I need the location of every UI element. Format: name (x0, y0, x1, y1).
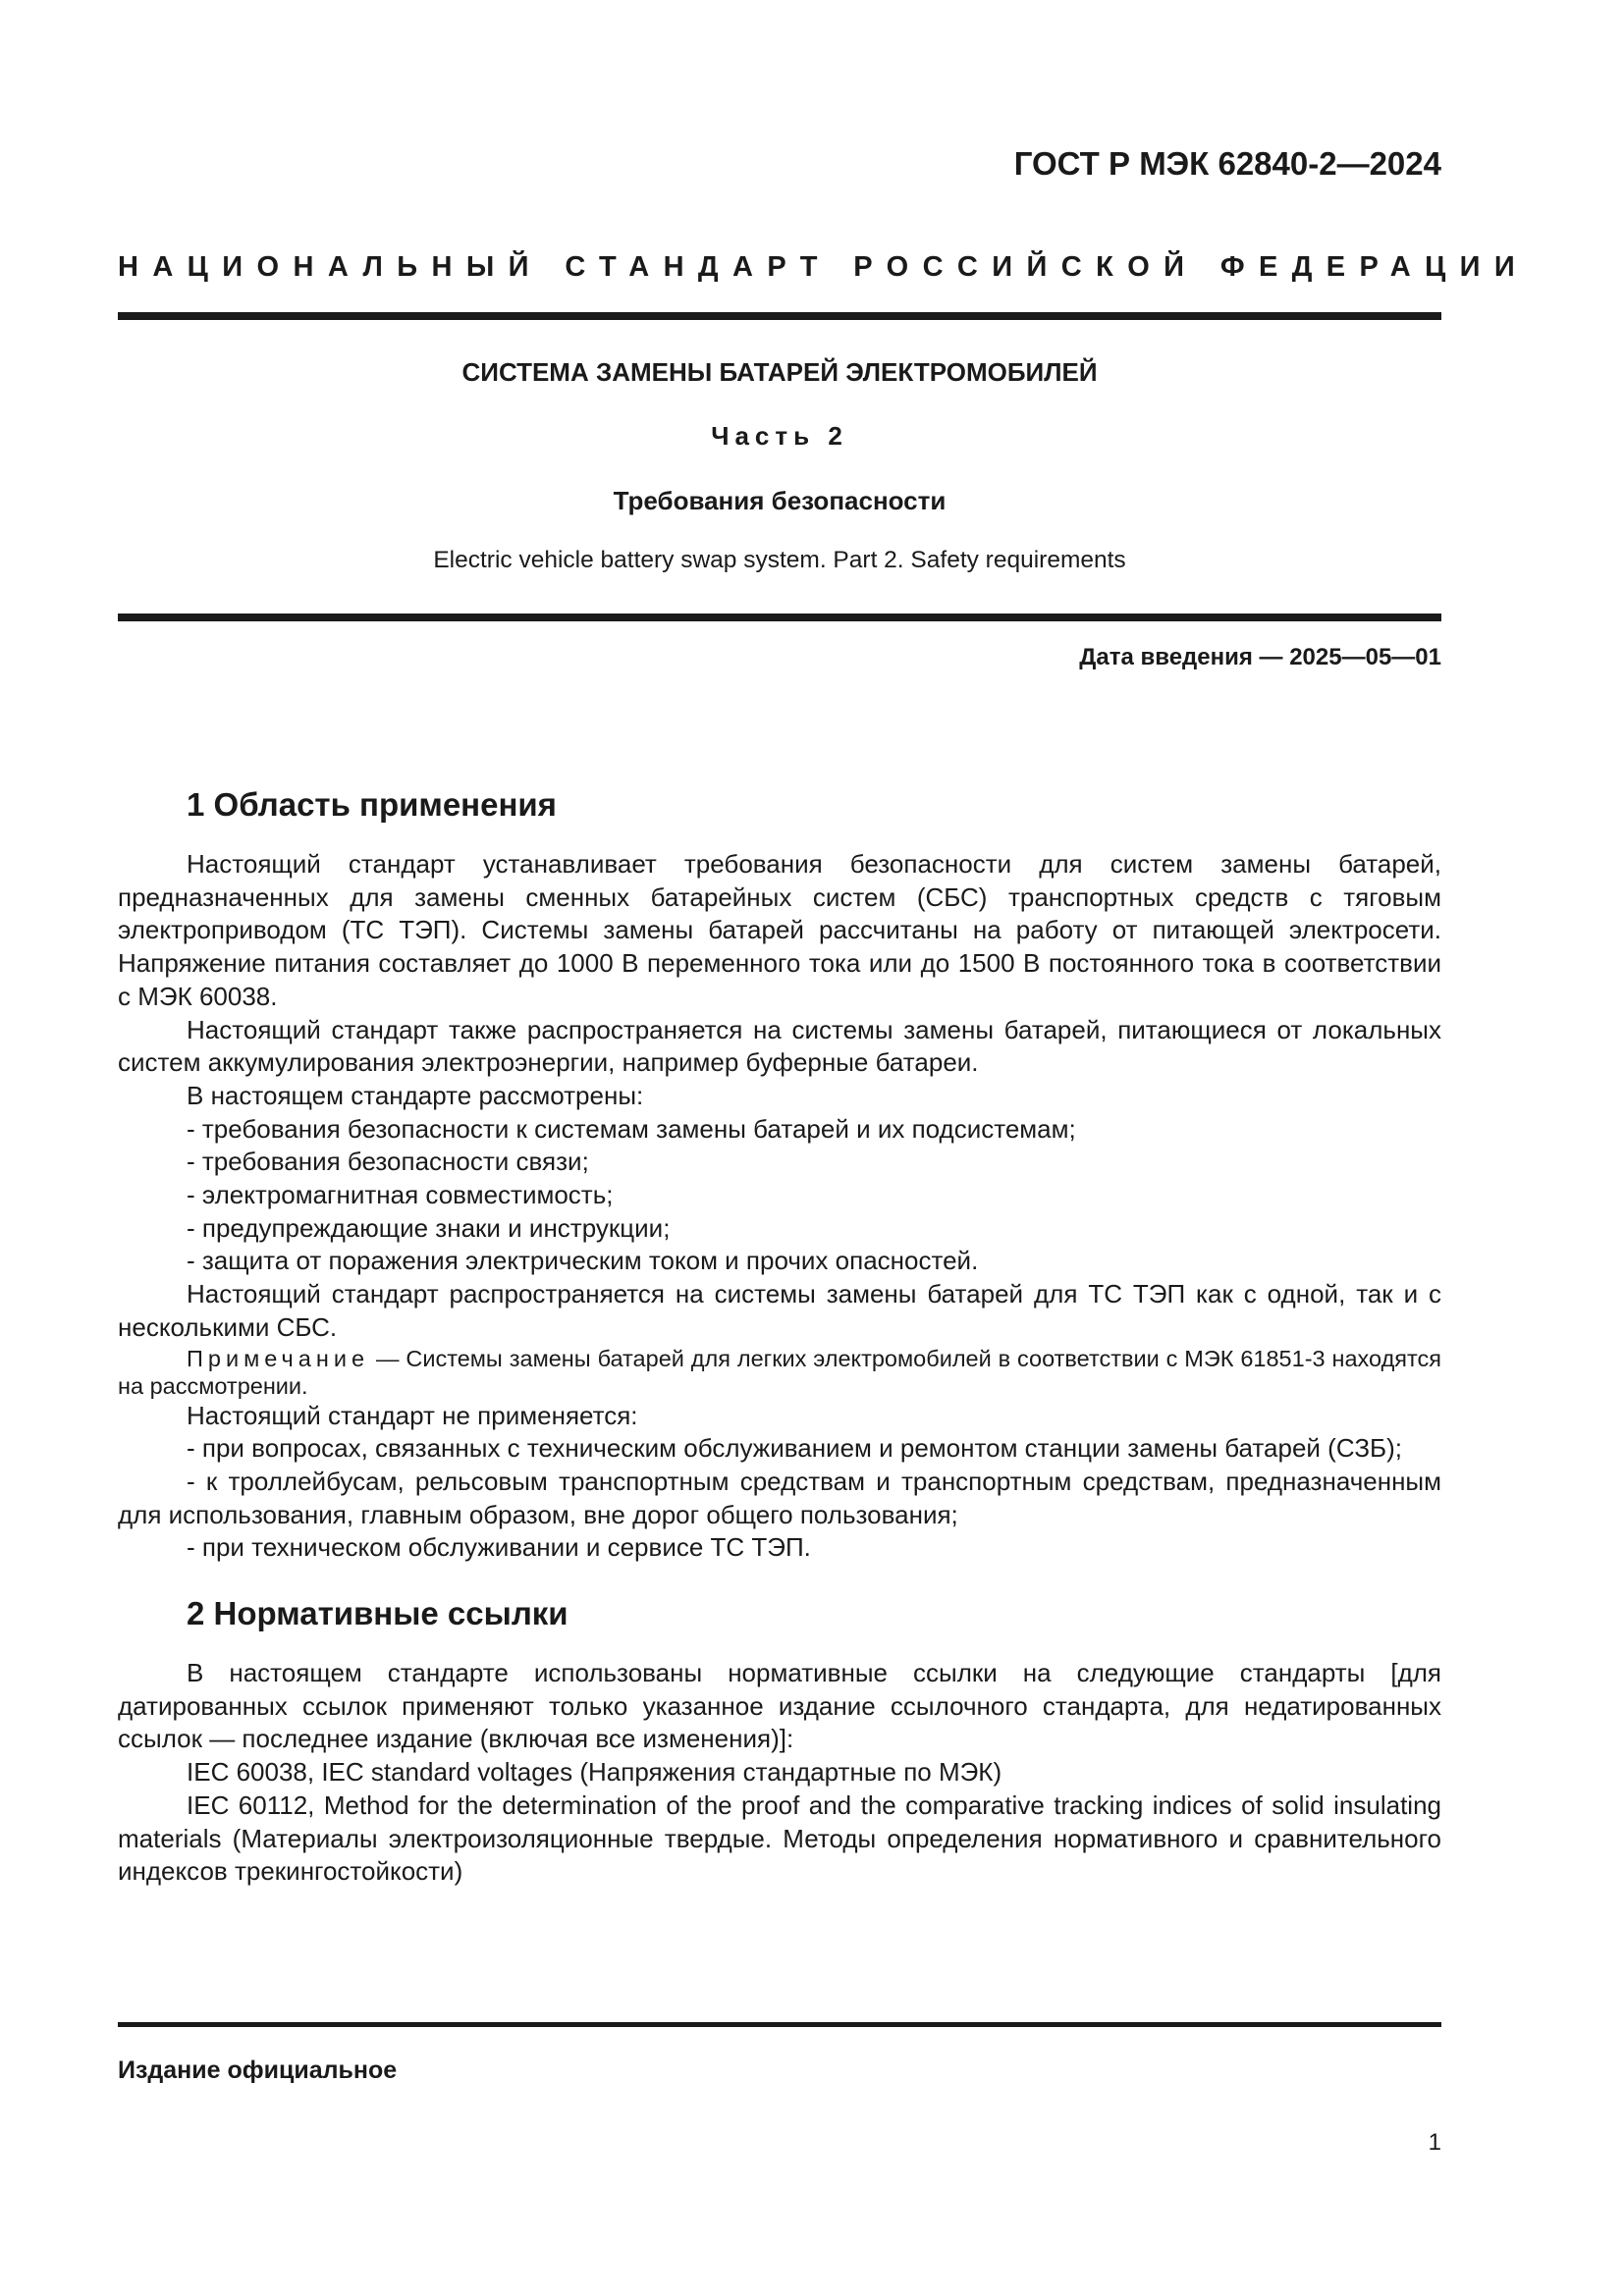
exclusion-list-item: - при вопросах, связанных с техническим обслуживанием и ремонтом станции замены батарей (СЗБ); (187, 1433, 1402, 1464)
note-label: Примечание (187, 1345, 370, 1371)
exclusion-list-item: - при техническом обслуживании и сервисе ТС ТЭП. (187, 1532, 811, 1563)
title-bottom-rule (118, 614, 1441, 621)
scope-list-item: - предупреждающие знаки и инструкции; (187, 1212, 671, 1243)
section-1-paragraph: Настоящий стандарт не применяется: (187, 1400, 638, 1430)
top-rule (118, 312, 1441, 320)
document-body (118, 785, 1441, 1889)
section-1-heading: 1 Область применения (187, 786, 557, 823)
official-edition-label: Издание официальное (118, 2056, 398, 2084)
exclusion-list-item: - к троллейбусам, рельсовым транспортным средствам и транспортным средствам, предназначенным для использования, главным образом, вне дорог общего пользования; (118, 1466, 1441, 1529)
section-1-paragraph: Настоящий стандарт устанавливает требования безопасности для систем замены батарей, предназначенных для замены сменных батарейных систем (СБС) транспортных средств с тяговым электроприводом (ТС ТЭП). Системы замены батарей рассчитаны на работу от питающей электросети. Напряжение питания составляет до 1000 В переменного тока или до 1500 В постоянного тока в соответствии с МЭК 60038. (118, 849, 1441, 1011)
national-standard-banner: НАЦИОНАЛЬНЫЙ СТАНДАРТ РОССИЙСКОЙ ФЕДЕРАЦИИ (118, 251, 1530, 283)
scope-list-item: - электромагнитная совместимость; (187, 1180, 614, 1210)
document-subtitle: Требования безопасности (613, 486, 947, 515)
scope-list-item: - защита от поражения электрическим током и прочих опасностей. (187, 1246, 979, 1276)
part-label: Часть 2 (711, 421, 848, 451)
section-2-paragraph: В настоящем стандарте использованы нормативные ссылки на следующие стандарты [для датированных ссылок применяют только указанное издание ссылочного стандарта, для недатированных ссылок — последнее издание (включая все изменения)]: (118, 1658, 1441, 1754)
scope-list-item: - требования безопасности к системам замены батарей и их подсистемам; (187, 1113, 1076, 1144)
section-1-paragraph: Настоящий стандарт распространяется на системы замены батарей для ТС ТЭП как с одной, так и с несколькими СБС. (118, 1279, 1441, 1342)
section-1-paragraph: Настоящий стандарт также распространяется на системы замены батарей, питающиеся от локальных систем аккумулирования электроэнергии, например буферные батареи. (118, 1014, 1441, 1078)
english-title: Electric vehicle battery swap system. Part 2. Safety requirements (433, 547, 1126, 573)
document-title: СИСТЕМА ЗАМЕНЫ БАТАРЕЙ ЭЛЕКТРОМОБИЛЕЙ (461, 357, 1098, 387)
page-number: 1 (1428, 2129, 1441, 2156)
note-text: — Системы замены батарей для легких электромобилей в соответствии с МЭК 61851-3 находятся на рассмотрении. (118, 1345, 1441, 1399)
note (118, 1345, 1441, 1400)
normative-reference: IEC 60038, IEC standard voltages (Напряжения стандартные по МЭК) (187, 1757, 1002, 1788)
scope-list-item: - требования безопасности связи; (187, 1147, 589, 1177)
document-code: ГОСТ Р МЭК 62840-2—2024 (1013, 145, 1441, 182)
section-2-heading: 2 Нормативные ссылки (187, 1595, 568, 1632)
section-1-paragraph: В настоящем стандарте рассмотрены: (187, 1080, 644, 1110)
normative-reference: IEC 60112, Method for the determination of the proof and the comparative tracking indices of solid insulating materials (Материалы электроизоляционные твердые. Методы определения нормативного и сравнительного индексов трекингостойкости) (118, 1789, 1441, 1887)
introduction-date: Дата введения — 2025—05—01 (1079, 644, 1441, 670)
footer-rule (118, 2022, 1441, 2027)
